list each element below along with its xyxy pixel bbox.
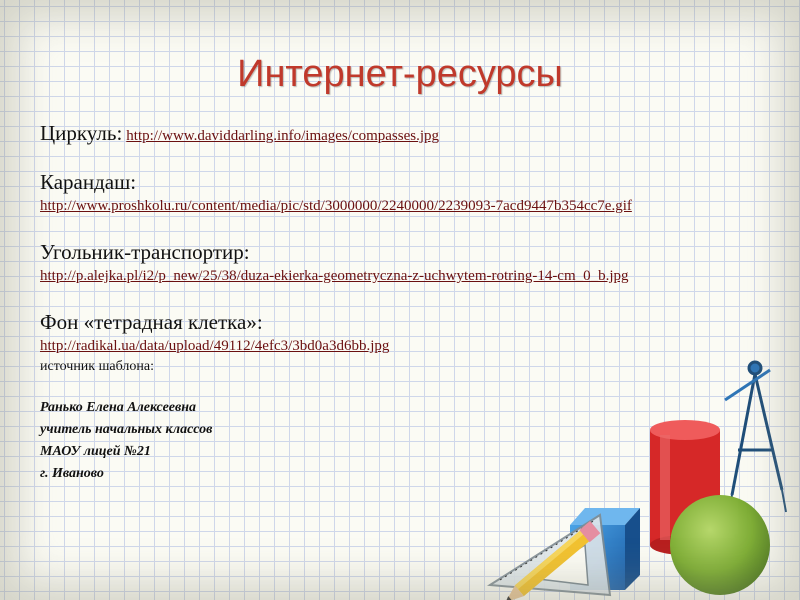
source-label: Угольник-транспортир: [40, 240, 250, 264]
source-label: Фон «тетрадная клетка»: [40, 310, 263, 334]
source-label: Циркуль: [40, 121, 123, 145]
author-name: Ранько Елена Алексеевна [40, 400, 197, 415]
sphere-icon [670, 495, 770, 595]
source-label: Карандаш: [40, 170, 137, 194]
author-position: учитель начальных классов [40, 422, 213, 437]
source-link[interactable]: http://www.proshkolu.ru/content/media/pic/std/3000000/2240000/2239093-7acd9447b354cc7e.gif [40, 198, 632, 214]
slide-title: Интернет-ресурсы [237, 53, 563, 95]
compass-icon [725, 362, 786, 515]
author-city: г. Иваново [40, 466, 104, 481]
author-school: МАОУ лицей №21 [40, 444, 151, 459]
source-link[interactable]: http://radikal.ua/data/upload/49112/4efc3/3bd0a3d6bb.jpg [40, 338, 390, 354]
source-compass [40, 120, 690, 147]
geometry-illustration [470, 340, 800, 600]
source-link[interactable]: http://www.daviddarling.info/images/compasses.jpg [126, 128, 440, 144]
source-pencil [40, 169, 690, 217]
source-ruler [40, 239, 690, 287]
source-link[interactable]: http://p.alejka.pl/i2/p_new/25/38/duza-ekierka-geometryczna-z-uchwytem-rotring-14-cm_0_b.jpg [40, 268, 629, 284]
template-source-label: источник шаблона: [40, 359, 154, 374]
